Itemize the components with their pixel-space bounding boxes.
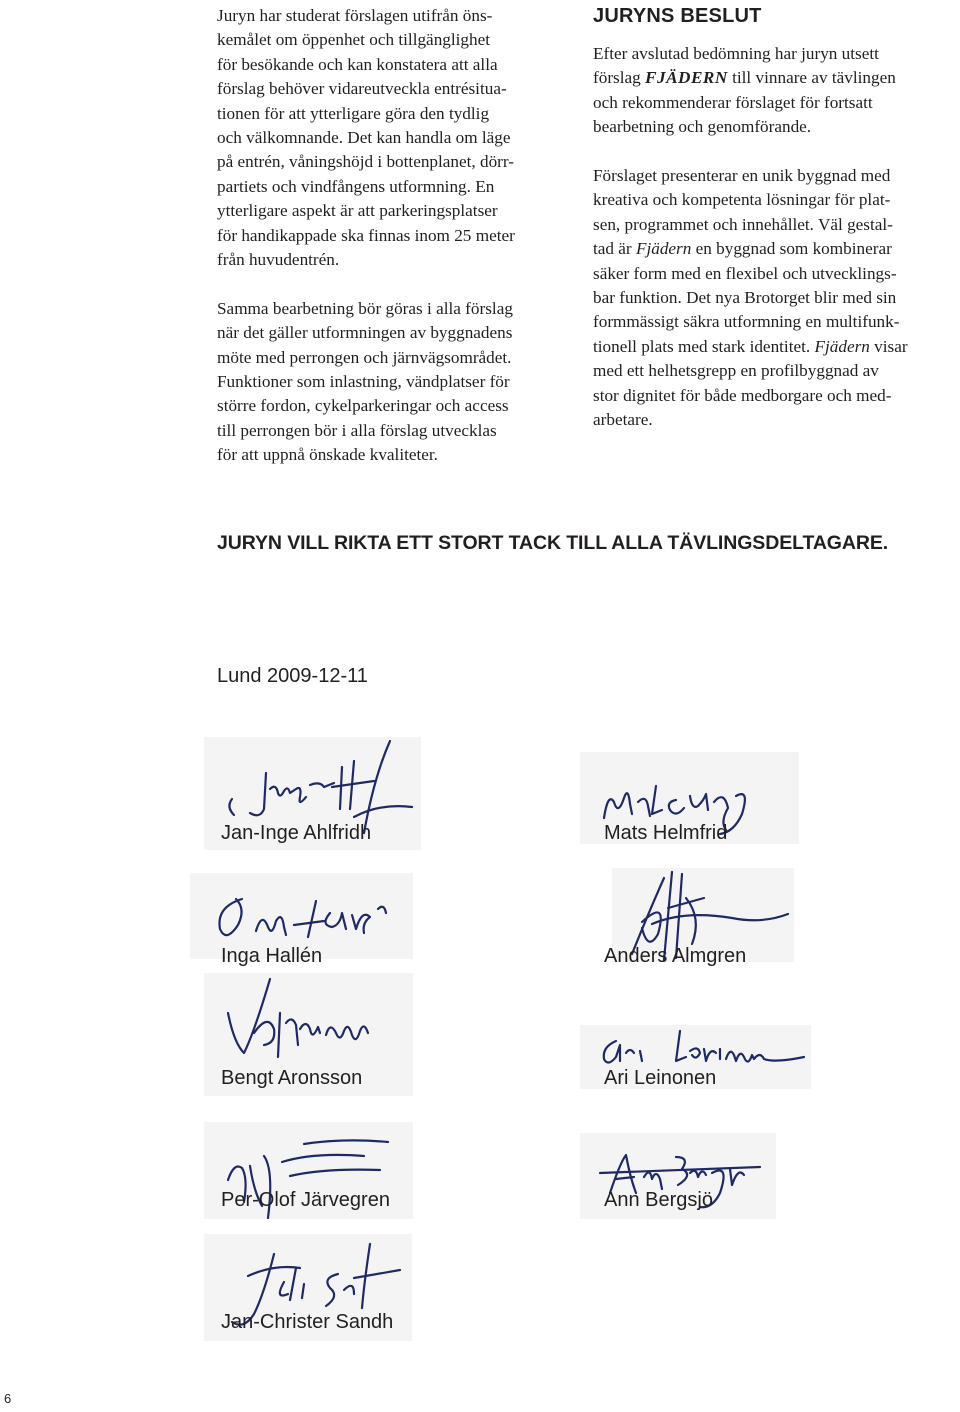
text-line: Efter avslutad bedömning har juryn utsett: [593, 44, 879, 63]
paragraph-proposal: [593, 164, 953, 432]
right-column: [593, 4, 953, 457]
text-line: möte med perrongen och järnvägsområdet.: [217, 347, 512, 367]
text-line: från huvudentrén.: [217, 250, 340, 270]
text-line: kreativa och kompetenta lösningar för plat-: [593, 190, 891, 210]
text-line: och rekommenderar förslaget för fortsatt: [593, 92, 873, 112]
signature-name: Ann Bergsjö: [604, 1189, 713, 1211]
text-line: tionen för att ytterligare göra den tydlig: [217, 103, 490, 123]
signature-name: Bengt Aronsson: [221, 1067, 363, 1089]
thanks-heading: JURYN VILL RIKTA ETT STORT TACK TILL ALLA TÄVLINGSDELTAGARE.: [217, 532, 889, 554]
text-fragment: en byggnad som kombinerar: [691, 239, 892, 259]
text-line: sen, programmet och innehållet. Väl gestal-: [593, 214, 893, 234]
text-line: stor dignitet för både medborgare och med-: [593, 385, 892, 405]
text-line: Samma bearbetning bör göras i alla förslag: [217, 298, 513, 318]
text-line: ytterligare aspekt är att parkeringsplatser: [217, 201, 498, 221]
paragraph-accessibility: [217, 4, 577, 272]
paragraph-decision: [593, 42, 953, 140]
page-number: 6: [4, 1391, 12, 1406]
signature-name: Jan-Inge Ahlfridh: [221, 822, 372, 844]
text-line: bearbetning och genomförande.: [593, 117, 812, 137]
left-column: [217, 4, 577, 492]
text-line: för handikappade ska finnas inom 25 meter: [217, 225, 515, 245]
text-line: [593, 66, 953, 90]
text-line: större fordon, cykelparkeringar och access: [217, 396, 509, 416]
text-line: bar funktion. Det nya Brotorget blir med sin: [593, 288, 897, 308]
text-line: [593, 335, 953, 359]
text-line: Funktioner som inlastning, vändplatser för: [217, 372, 510, 392]
signature-name: Anders Almgren: [604, 945, 747, 967]
signature-name: Per-Olof Järvegren: [221, 1189, 390, 1211]
text-line: för besökande och kan konstatera att alla: [217, 54, 498, 74]
winner-name: FJÄDERN: [645, 68, 728, 88]
signature-name: Mats Helmfrid: [604, 822, 728, 844]
text-line: och välkomnande. Det kan handla om läge: [217, 128, 511, 148]
proposal-name: Fjädern: [635, 239, 692, 259]
text-line: [593, 237, 953, 261]
text-line: formmässigt säkra utformning en multifunk-: [593, 312, 900, 332]
text-fragment: tionell plats med stark identitet.: [593, 336, 815, 356]
text-line: till perrongen bör i alla förslag utvecklas: [217, 420, 497, 440]
text-line: Juryn har studerat förslagen utifrån öns-: [217, 6, 493, 25]
text-line: när det gäller utformningen av byggnadens: [217, 323, 513, 343]
text-fragment: förslag: [593, 68, 646, 88]
text-line: kemålet om öppenhet och tillgänglighet: [217, 30, 491, 50]
text-line: med ett helhetsgrepp en profilbyggnad av: [593, 361, 879, 381]
paragraph-platform: [217, 297, 577, 468]
text-line: partiets och vindfångens utformning. En: [217, 176, 495, 196]
signature-name: Jan-Christer Sandh: [221, 1311, 394, 1333]
text-line: förslag behöver vidareutveckla entrésitua-: [217, 79, 507, 99]
text-fragment: visar: [869, 336, 908, 356]
signing-date: Lund 2009-12-11: [217, 665, 368, 687]
text-fragment: tad är: [593, 239, 636, 259]
signature-name: Inga Hallén: [221, 945, 323, 967]
text-line: arbetare.: [593, 410, 653, 430]
text-line: säker form med en flexibel och utvecklings-: [593, 263, 897, 283]
text-line: Förslaget presenterar en unik byggnad med: [593, 166, 891, 186]
text-line: för att uppnå önskade kvaliteter.: [217, 445, 438, 465]
signature-name: Ari Leinonen: [604, 1067, 717, 1089]
text-fragment: till vinnare av tävlingen: [727, 68, 896, 88]
proposal-name: Fjädern: [814, 336, 870, 356]
section-heading: JURYNS BESLUT: [593, 5, 762, 27]
text-line: på entrén, våningshöjd i bottenplanet, dörr-: [217, 152, 515, 172]
